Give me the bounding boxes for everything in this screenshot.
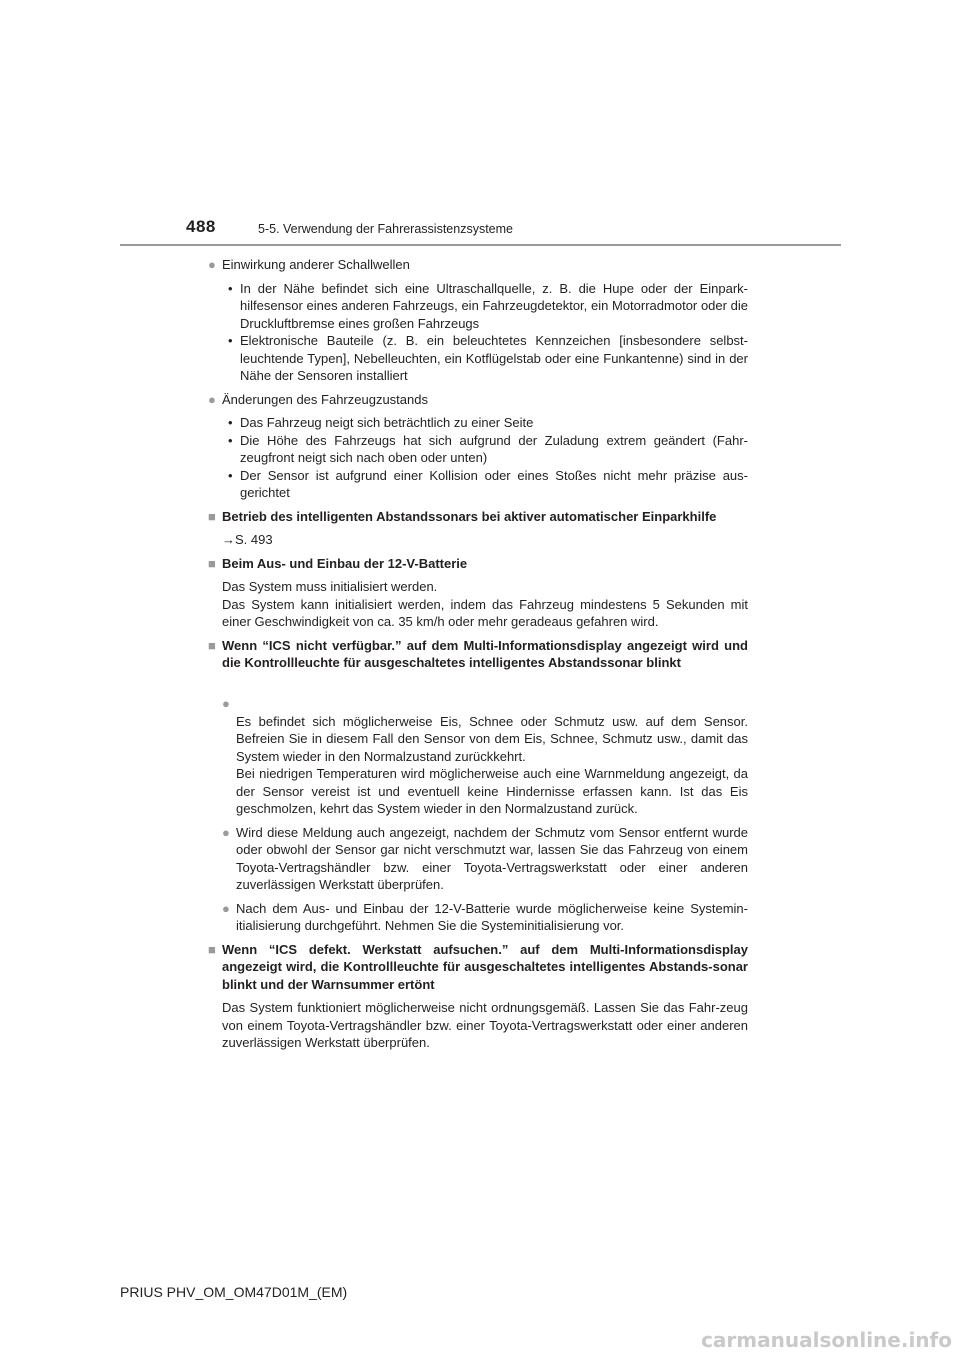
sub-item-text: Elektronische Bauteile (z. B. ein beleuchtetes Kennzeichen [insbesondere selbst-leuchtende Typen], Nebelleuchten, ein Kotflügelstab oder eine Funkantenne) sind in der Nähe der Sensoren installiert xyxy=(240,333,748,383)
dot-marker: • xyxy=(228,432,233,448)
bullet-label: Änderungen des Fahrzeugzustands xyxy=(222,391,428,407)
bullet-item xyxy=(208,900,748,935)
page-number: 488 xyxy=(186,217,216,236)
footer-doc-id: PRIUS PHV_OM_OM47D01M_(EM) xyxy=(120,1284,348,1300)
square-marker: ■ xyxy=(208,555,216,571)
page-content xyxy=(208,256,748,1058)
dot-marker: • xyxy=(228,467,233,483)
section-heading-text: Betrieb des intelligenten Abstandssonars bei aktiver automatischer Einparkhilfe xyxy=(222,508,717,524)
arrow-icon: → xyxy=(222,532,235,547)
dot-marker: • xyxy=(228,280,233,296)
page-reference[interactable] xyxy=(208,531,748,549)
bullet-marker: ● xyxy=(208,391,216,407)
sub-item xyxy=(208,332,748,385)
dot-marker: • xyxy=(228,415,233,430)
sub-item-text: Das Fahrzeug neigt sich beträchtlich zu einer Seite xyxy=(240,415,534,430)
square-marker: ■ xyxy=(208,941,216,957)
sub-item xyxy=(208,414,748,432)
bullet-text: Nach dem Aus- und Einbau der 12-V-Batterie wurde möglicherweise keine Systemin-itialisierung durchgeführt. Nehmen Sie die Systeminitialisierung vor. xyxy=(236,900,748,933)
reference-text: S. 493 xyxy=(235,532,273,547)
section-heading xyxy=(208,637,748,672)
sub-item-text: In der Nähe befindet sich eine Ultraschallquelle, z. B. die Hupe oder der Einpark-hilfesensor eines anderen Fahrzeugs, ein Fahrzeugdetektor, ein Motorradmotor oder die Druckluftbremse eines großen Fahrzeugs xyxy=(240,280,748,331)
section-heading xyxy=(208,941,748,994)
bullet-text: Es befindet sich möglicherweise Eis, Schnee oder Schmutz usw. auf dem Sensor. Befreien Sie in diesem Fall den Sensor von dem Eis, Schnee, Schmutz usw., damit das System wieder in den Normalzustand zurückkehrt. Bei niedrigen Temperaturen wird möglicherweise auch eine Warnmeldung angezeigt, da der Sensor vereist ist und eventuell keine Hindernisse erfassen kann. Ist das Eis geschmolzen, kehrt das System wieder in den Normalzustand zurück. xyxy=(236,713,748,816)
bullet-marker: ● xyxy=(222,696,230,711)
bullet-marker: ● xyxy=(222,900,230,916)
sub-item-text: Die Höhe des Fahrzeugs hat sich aufgrund der Zuladung extrem geändert (Fahr-zeugfront neigt sich nach oben oder unten) xyxy=(240,432,748,465)
square-marker: ■ xyxy=(208,508,216,524)
section-heading-text: Wenn “ICS nicht verfügbar.” auf dem Multi-Informationsdisplay angezeigt wird und die Kontrollleuchte für ausgeschaltetes intelligentes Abstandssonar blinkt xyxy=(222,637,748,670)
dot-marker: • xyxy=(228,333,233,348)
section-title: 5-5. Verwendung der Fahrerassistenzsysteme xyxy=(258,222,513,236)
bullet-marker: ● xyxy=(208,257,216,272)
section-heading-text: Beim Aus- und Einbau der 12-V-Batterie xyxy=(222,555,468,571)
sub-item xyxy=(208,432,748,467)
bullet-label: Einwirkung anderer Schallwellen xyxy=(222,257,410,272)
header-rule xyxy=(120,244,841,246)
watermark: carmanualsonline.info xyxy=(701,1328,952,1352)
section-heading xyxy=(208,555,748,573)
bullet-item xyxy=(208,824,748,894)
sub-item xyxy=(208,467,748,502)
sub-item-text: Der Sensor ist aufgrund einer Kollision oder eines Stoßes nicht mehr präzise aus-gerichtet xyxy=(240,467,748,500)
section-heading-text: Wenn “ICS defekt. Werkstatt aufsuchen.” auf dem Multi-Informationsdisplay angezeigt wird, die Kontrollleuchte für ausgeschaltetes intelligentes Abstands-sonar blinkt und der Warnsummer ertönt xyxy=(222,941,748,992)
bullet-marker: ● xyxy=(222,824,230,840)
bullet-item xyxy=(208,391,748,409)
section-body: Das System muss initialisiert werden. Das System kann initialisiert werden, indem das Fahrzeug mindestens 5 Sekunden mit einer Geschwindigkeit von ca. 35 km/h oder mehr geradeaus gefahren wird. xyxy=(222,579,748,629)
bullet-item xyxy=(208,678,748,818)
bullet-item xyxy=(208,256,748,274)
section-heading xyxy=(208,508,748,526)
sub-item xyxy=(208,280,748,333)
section-body: Das System funktioniert möglicherweise nicht ordnungsgemäß. Lassen Sie das Fahr-zeug von einem Toyota-Vertragshändler bzw. einer Toyota-Vertragswerkstatt oder einer anderen zuverlässigen Werkstatt überprüfen. xyxy=(222,1000,748,1050)
sub-list xyxy=(208,280,748,385)
bullet-text: Wird diese Meldung auch angezeigt, nachdem der Schmutz vom Sensor entfernt wurde oder obwohl der Sensor gar nicht verschmutzt war, lassen Sie das Fahrzeug von einem Toyota-Vertragshändler bzw. einer Toyota-Vertragswerkstatt oder einer anderen zuverlässigen Werkstatt überprüfen. xyxy=(236,824,748,892)
sub-list xyxy=(208,414,748,502)
square-marker: ■ xyxy=(208,637,216,653)
